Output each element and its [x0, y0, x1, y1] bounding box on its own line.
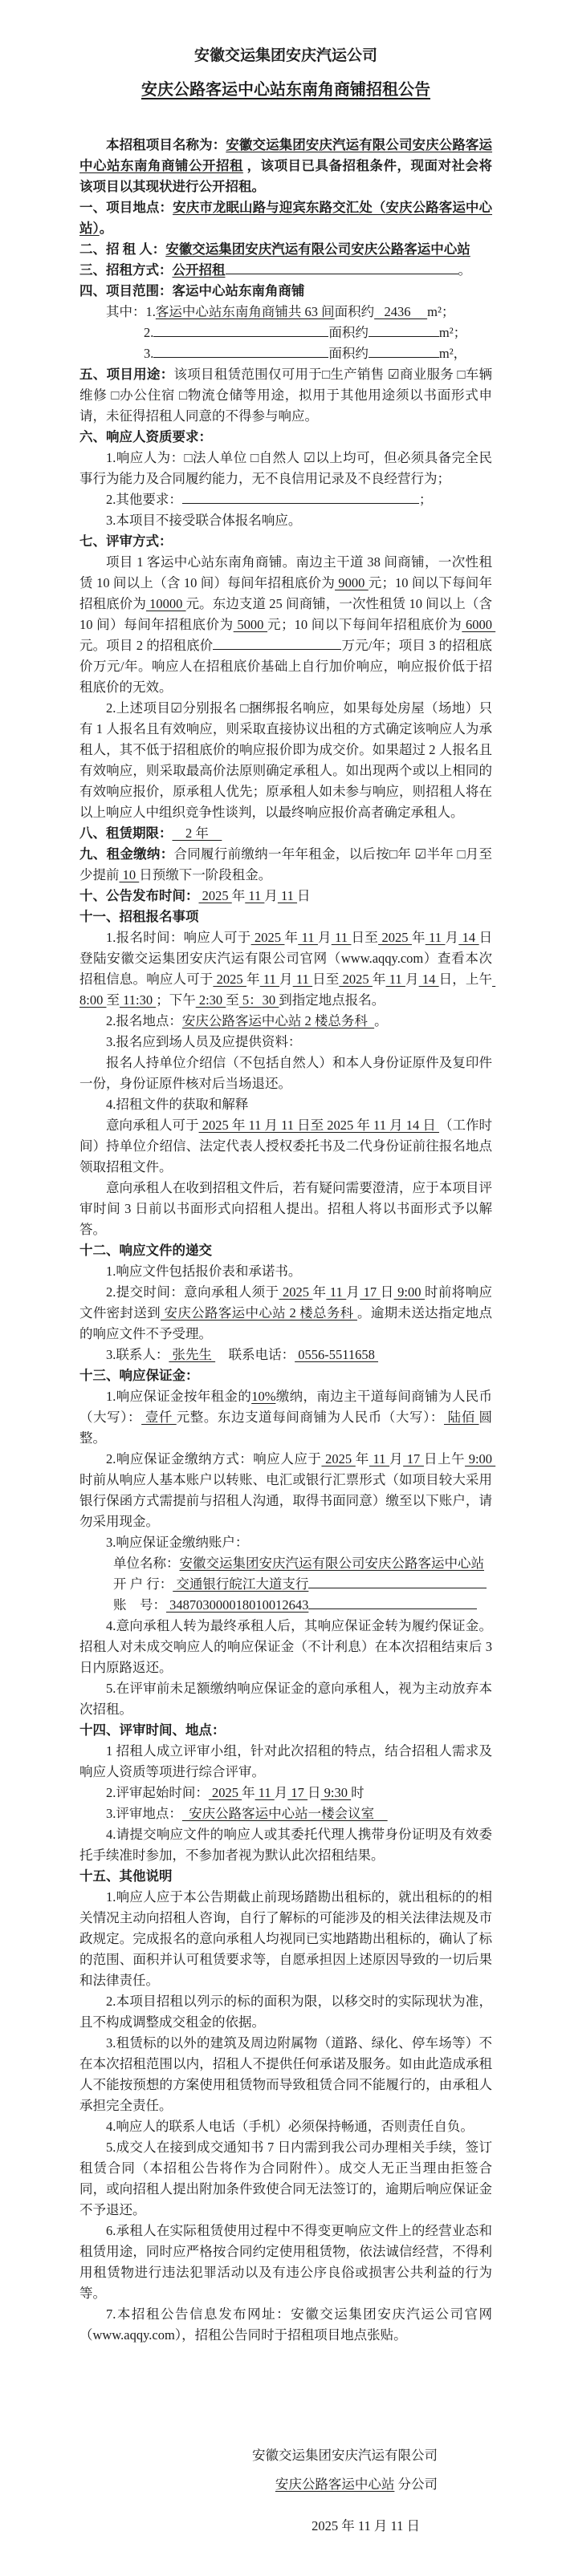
account-bank — [79, 1574, 492, 1595]
text-segment: ；下午 — [156, 992, 196, 1008]
qualification-2 — [79, 489, 492, 510]
text-segment: 11 — [385, 972, 405, 987]
text-segment: 2.上述项目☑分别报名 □捆绑报名响应，如果每处房屋（场地）只有 1 人报名且有效响应，则采取直接协议出租的方式确定该响应人为承租人，其不低于招租底价的响应报价即为成交价。如果超过 2 人报名且有效响应，则采取最高价法原则确定承租人。如出现两个或以上相同的有效响应报价，原承租人优先；原承租人如未参与响应，则招租人将在以上响应人中组织竞争性谈判，以最终响应报价高者确定承租人。 — [79, 700, 492, 820]
text-segment: 3.租赁标的以外的建筑及周边附属物（道路、绿化、停车场等）不在本次招租范围以内，招租人不提供任何承诺及服务。如由此造成承租人不能按预想的方案使用租赁物而导致租赁合同不能履行的，由承租人承担完全责任。 — [79, 2035, 492, 2113]
text-segment: 10000 — [145, 596, 186, 611]
signature-block — [252, 2441, 438, 2541]
text-segment: 壹仟 — [141, 1410, 177, 1425]
text-segment: 5.成交人在接到成交通知书 7 日内需到我公司办理相关手续，签订租赁合同（本招租公告将作为合同附件）。成交人无正当理由拒签合同，或向招租人提出附加条件致使合同无法签订的，逾期后响应保证金不予退还。 — [79, 2140, 492, 2217]
text-segment: 9:00 — [393, 1284, 425, 1300]
submission-1 — [79, 1261, 492, 1282]
text-segment: 项目 1 客运中心站东南角商铺。南边主干道 38 间商铺，一次性租赁 10 间以上（含 10 间）每间年招租底价为 — [79, 554, 492, 590]
text-segment: 2.提交时间：意向承租人须于 — [106, 1284, 279, 1300]
text-segment: 年 — [231, 888, 246, 903]
text-segment: 14 — [418, 972, 439, 987]
text-segment: 八、租赁期限： — [79, 826, 173, 841]
text-segment: 安庆市龙眠山路与迎宾东路交汇处（安庆公路客运中心站） — [79, 200, 493, 236]
text-segment: 月 — [389, 1451, 404, 1466]
section-6-qualifications — [79, 427, 492, 448]
text-segment: 2025 — [279, 1284, 313, 1300]
section-8-lease-term — [79, 823, 492, 844]
section-14-review — [79, 1720, 492, 1741]
other-2-area — [79, 1991, 492, 2033]
signature-company: 安徽交运集团安庆汽运有限公司 — [252, 2448, 438, 2463]
text-segment: 2436 — [374, 304, 428, 319]
text-segment: 面积约 — [328, 346, 369, 361]
text-segment: 公开招租 — [172, 262, 226, 278]
text-segment: 三、招租方式： — [79, 262, 173, 278]
section-1-location — [79, 197, 492, 239]
deposit-1-amount — [79, 1386, 492, 1449]
text-segment: 元整。东边支道每间商铺为人民币（大写）： — [176, 1410, 444, 1425]
text-segment: 。 — [374, 1013, 388, 1028]
evaluation-2 — [79, 698, 492, 823]
text-segment: 意向承租人可于 — [106, 1118, 199, 1133]
text-segment: 11 — [292, 972, 313, 987]
scope-item-3 — [79, 343, 492, 364]
text-segment: 7.本招租公告信息发布网址：安徽交运集团安庆汽运公司官网（www.aqqy.com），招租公告同时于招租项目地点张贴。 — [79, 2306, 492, 2343]
text-segment: 该项目租赁范围仅可用于□生产销售 ☑商业服务 □车辆维修 □办公住宿 □物流仓储等用途，拟用于其他用途须以书面形式申请，未征得招租人同意的不得参与响应。 — [79, 367, 493, 424]
text-segment: 十二、响应文件的递交 — [79, 1243, 212, 1258]
document-body — [79, 135, 496, 2346]
text-segment: 9:00 — [465, 1451, 496, 1466]
text-segment: 10% — [251, 1389, 276, 1404]
text-segment: 11 — [425, 930, 446, 945]
intro-paragraph — [79, 135, 492, 197]
text-segment: 10 — [119, 867, 140, 882]
review-1-panel — [79, 1741, 492, 1783]
text-segment: 单位名称： — [113, 1556, 180, 1571]
registration-4-documents — [79, 1094, 492, 1115]
text-segment: 开 户 行： — [113, 1576, 173, 1592]
signature-branch-name: 安庆公路客运中心站 — [275, 2477, 395, 2492]
text-segment: 月 — [264, 888, 278, 903]
blank-underline — [308, 1596, 477, 1610]
text-segment: 11 — [369, 1451, 390, 1466]
text-segment: 日至 — [312, 972, 340, 987]
section-11-registration — [79, 907, 492, 927]
text-segment: 11 — [277, 888, 298, 903]
text-segment: 4.招租文件的获取和解释 — [106, 1097, 249, 1112]
text-segment: 时前从响应人基本账户以转账、电汇或银行汇票形式（如项目较大采用银行保函方式需提前与招租人沟通，取得书面同意）缴至以下账户，请勿采用现金。 — [79, 1472, 492, 1529]
account-number — [79, 1595, 492, 1616]
text-segment: 安庆公路客运中心站 2 楼总务科 — [181, 1013, 375, 1028]
registration-4-detail-1 — [79, 1115, 492, 1178]
text-segment: 至 — [106, 992, 120, 1008]
text-segment: 2.本项目招租以列示的标的面积为限，以移交时的实际现状为准，且不构成调整成交租金的依据。 — [79, 1994, 492, 2030]
blank-underline — [182, 490, 419, 505]
text-segment: 至 — [226, 992, 239, 1008]
text-segment: 11 — [245, 888, 265, 903]
registration-4-detail-2 — [79, 1178, 492, 1240]
text-segment: 缴纳，南边主干道每间商铺为人民币（大写）： — [79, 1389, 493, 1425]
text-segment: 348703000018010012643 — [166, 1597, 309, 1613]
text-segment: 圆整。 — [79, 1410, 493, 1446]
text-segment: ，该项目已具备招租条件，现面对社会将该项目以其现状进行公开招租。 — [79, 158, 493, 194]
text-segment: 安庆公路客运中心站一楼会议室 — [181, 1806, 388, 1821]
text-segment: 8:00 — [79, 972, 496, 1008]
text-segment: 年 — [411, 930, 426, 945]
text-segment: 2.报名地点： — [106, 1013, 182, 1028]
text-segment: 2025 — [208, 1785, 242, 1800]
text-segment: 11 — [331, 930, 352, 945]
section-3-method — [79, 260, 492, 281]
evaluation-1 — [79, 552, 496, 698]
signature-date: 2025 年 11 月 11 日 — [312, 2518, 420, 2533]
text-segment: 2025 — [250, 930, 285, 945]
text-segment: 3.响应保证金缴纳账户： — [106, 1535, 249, 1550]
section-15-other — [79, 1866, 492, 1887]
text-segment: 2.响应保证金缴纳方式：响应人应于 — [106, 1451, 322, 1466]
text-segment: 1.报名时间：响应人可于 — [106, 930, 251, 945]
text-segment: 2.其他要求： — [106, 492, 182, 507]
section-10-announcement-date — [79, 886, 492, 907]
text-segment: 账 号： — [113, 1597, 166, 1613]
text-segment: 2025 — [339, 972, 373, 987]
text-segment: 9000 — [335, 575, 369, 590]
text-segment: 4.请提交响应文件的响应人或其委托代理人携带身份证明及有效委托手续准时参加，不参加者视为默认此次招租结果。 — [79, 1827, 492, 1863]
text-segment: 十四、评审时间、地点： — [79, 1722, 226, 1738]
section-7-evaluation — [79, 531, 492, 552]
text-segment: 5.在评审前未足额缴纳响应保证金的意向承租人，视为主动放弃本次招租。 — [79, 1681, 492, 1717]
text-segment: 2:30 — [195, 992, 226, 1008]
text-segment: 客运中心站东南角商铺 — [172, 283, 305, 298]
scope-item-1 — [79, 302, 492, 323]
text-segment: 一、项目地点： — [79, 200, 173, 215]
qualification-1 — [79, 448, 492, 489]
review-2-time — [79, 1783, 492, 1803]
text-segment: 十五、其他说明 — [79, 1868, 173, 1884]
text-segment: 17 — [403, 1451, 424, 1466]
text-segment: 3.评审地点： — [106, 1806, 182, 1821]
text-segment: 年 — [284, 930, 299, 945]
text-segment: 2025 — [378, 930, 412, 945]
text-segment: 日 — [307, 1785, 321, 1800]
text-segment: 意向承租人在收到招租文件后，若有疑问需要澄清，应于本项目评审时间 3 日前以书面形式向招租人提出。招租人将以书面形式予以解答。 — [79, 1180, 492, 1237]
text-segment: 报名人持单位介绍信（不包括自然人）和本人身份证原件及复印件一份，身份证原件核对后当场退还。 — [79, 1055, 492, 1091]
other-7-publication — [79, 2304, 492, 2346]
document-content — [79, 45, 496, 2346]
text-segment: 时前将响应文件密封送到 — [79, 1284, 493, 1320]
registration-1-time — [79, 927, 496, 1011]
text-segment: 1.响应人应于本公告期截止前现场踏勘出租标的，就出租标的的相关情况主动向招租人咨询，自行了解标的可能涉及的相关法律法规及市政规定。完成报名的意向承租人均视同已实地踏勘出租标的，确认了标的范围、面积并认可租赁要求等，自愿承担因上述原因导致的一切后果和法律责任。 — [79, 1889, 492, 1988]
blank-underline — [213, 636, 341, 651]
text-segment: 陆佰 — [443, 1410, 479, 1425]
registration-3-materials — [79, 1032, 492, 1053]
text-segment: （工作时间）持单位介绍信、法定代表人授权委托书及二代身份证前往报名地点领取招租文件。 — [79, 1118, 493, 1174]
text-segment: 日 — [297, 888, 311, 903]
text-segment: 11 — [259, 972, 279, 987]
text-segment: 2.评审起始时间： — [106, 1785, 209, 1800]
scope-item-2 — [79, 323, 492, 343]
text-segment: 元。项目 2 的招租底价 — [79, 638, 214, 653]
text-segment: 3.报名应到场人员及应提供资料： — [106, 1034, 302, 1049]
signature-branch-suffix: 分公司 — [394, 2477, 438, 2492]
text-segment: 九、租金缴纳： — [79, 846, 174, 862]
blank-underline — [226, 261, 458, 275]
text-segment: 年 — [242, 1785, 255, 1800]
submission-3-contact — [79, 1345, 492, 1365]
text-segment: 3. — [144, 346, 154, 361]
text-segment: 交通银行皖江大道支行 — [173, 1576, 309, 1592]
text-segment: 十一、招租报名事项 — [79, 909, 199, 924]
other-3-surroundings — [79, 2033, 492, 2116]
text-segment: 。 — [458, 262, 471, 278]
text-segment: 安徽交运集团安庆汽运有限公司安庆公路客运中心站 — [179, 1556, 484, 1571]
blank-underline — [369, 344, 439, 359]
text-segment: 时 — [351, 1785, 364, 1800]
text-segment: 2025 — [198, 888, 232, 903]
other-4-phone — [79, 2116, 492, 2137]
blank-underline — [153, 344, 328, 359]
other-6-usage-restriction — [79, 2221, 492, 2304]
section-12-submission — [79, 1240, 492, 1261]
text-segment: 1.响应保证金按年租金的 — [106, 1389, 252, 1404]
text-segment: 年 — [246, 972, 260, 987]
deposit-4-conversion — [79, 1616, 496, 1678]
section-2-lessor — [79, 239, 492, 260]
text-segment: 2025 年 11 月 11 日至 2025 年 11 月 14 日 — [198, 1118, 439, 1133]
text-segment: 年 — [312, 1284, 327, 1300]
deposit-2-method — [79, 1449, 496, 1532]
text-segment: 月 — [405, 972, 419, 987]
text-segment: 日 — [380, 1284, 394, 1300]
text-segment: 17 — [360, 1284, 381, 1300]
text-segment: 5000 — [233, 617, 268, 632]
text-segment: 十、公告发布时间： — [79, 888, 199, 903]
text-segment: 面积约 — [334, 304, 375, 319]
deposit-5-forfeit — [79, 1678, 492, 1720]
text-segment: 1.响应人为：□法人单位 □自然人 ☑以上均可，但必须具备完全民事行为能力及合同履约能力，无不良信用记录及不良经营行为； — [79, 450, 492, 486]
account-name — [79, 1553, 492, 1574]
submission-2-deadline — [79, 1282, 492, 1345]
text-segment: 17 — [287, 1785, 308, 1800]
text-segment: 0556-5511658 — [295, 1347, 379, 1362]
text-segment: 张先生 — [169, 1347, 216, 1362]
text-segment: 14 — [458, 930, 479, 945]
text-segment: 2. — [144, 325, 154, 340]
text-segment: 五、项目用途： — [79, 367, 174, 382]
text-segment: 月 — [279, 972, 293, 987]
text-segment: 月 — [317, 930, 332, 945]
review-4-attendance — [79, 1824, 492, 1866]
text-segment: 元；10 间以下每间年招租底价为 — [267, 617, 462, 632]
text-segment: m²， — [438, 346, 467, 361]
text-segment: m²； — [427, 304, 455, 319]
registration-3-detail — [79, 1053, 492, 1094]
text-segment: 年 — [372, 972, 386, 987]
text-segment: 5：30 — [238, 992, 279, 1008]
other-1-site-survey — [79, 1887, 492, 1991]
text-segment: 2025 — [321, 1451, 356, 1466]
text-segment: 十三、响应保证金： — [79, 1368, 199, 1383]
text-segment: 月 — [274, 1785, 288, 1800]
text-segment: 本招租项目名称为： — [106, 137, 226, 152]
text-segment: 客运中心站东南角商铺共 63 间 — [155, 304, 335, 319]
text-segment: 日预缴下一阶段租金。 — [139, 867, 272, 882]
blank-underline — [308, 1575, 487, 1589]
text-segment: 11 — [326, 1284, 347, 1300]
section-13-deposit — [79, 1365, 492, 1386]
text-segment: 六、响应人资质要求： — [79, 429, 212, 444]
announcement-title: 安庆公路客运中心站东南角商铺招租公告 — [141, 81, 430, 99]
text-segment: 二、招 租 人： — [79, 241, 166, 257]
text-segment: 元；10 间以下每间年招租底价为 — [79, 575, 493, 611]
text-segment: 11:30 — [119, 992, 157, 1008]
text-segment: 日，上午 — [438, 972, 493, 987]
text-segment: 4.响应人的联系人电话（手机）必须保持畅通，否则责任自负。 — [106, 2119, 474, 2134]
signature-branch — [252, 2470, 438, 2499]
text-segment: 9:30 — [320, 1785, 352, 1800]
qualification-3 — [79, 510, 492, 531]
text-segment: 万元/年；项目 3 的招租底价万元/年。响应人在招租底价基础上自行加价响应，响应报价低于招租底价的无效。 — [79, 638, 493, 695]
text-segment: 2025 — [213, 972, 246, 987]
review-3-place — [79, 1803, 492, 1824]
text-segment: 2 年 — [172, 826, 222, 841]
text-segment: 3.本项目不接受联合体报名响应。 — [106, 513, 302, 528]
section-5-usage — [79, 364, 492, 427]
text-segment: 安庆公路客运中心站 2 楼总务科 — [161, 1305, 357, 1320]
text-segment: 七、评审方式： — [79, 533, 173, 549]
text-segment: 安徽交运集团安庆汽运有限公司安庆公路客运中心站东南角商铺公开招租 — [79, 137, 493, 173]
section-9-rent-payment — [79, 844, 492, 886]
text-segment: 联系电话： — [215, 1347, 295, 1362]
text-segment: 年 — [355, 1451, 369, 1466]
text-segment: ； — [418, 492, 433, 507]
deposit-3-account-heading — [79, 1532, 492, 1553]
text-segment: 其中：1. — [106, 304, 156, 319]
text-segment: 日至 — [351, 930, 379, 945]
text-segment: 6000 — [462, 617, 496, 632]
text-segment: 4.意向承租人转为最终承租人后，其响应保证金转为履约保证金。招租人对未成交响应人的响应保证金（不计利息）在本次招租结束后 3 日内原路返还。 — [79, 1618, 496, 1675]
text-segment: m²； — [438, 325, 467, 340]
text-segment: 月 — [445, 930, 459, 945]
text-segment: 安徽交运集团安庆汽运有限公司安庆公路客运中心站 — [165, 241, 470, 257]
text-segment: 面积约 — [328, 325, 369, 340]
section-4-scope — [79, 281, 492, 302]
text-segment: 11 — [298, 930, 318, 945]
company-title: 安徽交运集团安庆汽运公司 — [193, 47, 377, 64]
text-segment: 日登陆安徽交运集团安庆汽运有限公司官网（www.aqqy.com）查看本次招租信息。响应人可于 — [79, 930, 493, 987]
text-segment: 四、项目范围： — [79, 283, 173, 298]
text-segment: 。 — [99, 221, 113, 236]
text-segment: 。逾期未送达指定地点的响应文件不予受理。 — [79, 1305, 493, 1341]
blank-underline — [369, 323, 439, 338]
text-segment: 6.承租人在实际租赁使用过程中不得变更响应文件上的经营业态和租赁用途，同时应严格按合同约定使用租赁物，依法诚信经营，不得利用租赁物进行违法犯罪活动以及有违公序良俗或损害公共利益的行为等。 — [79, 2223, 492, 2301]
text-segment: 月 — [346, 1284, 360, 1300]
blank-underline — [153, 323, 328, 338]
text-segment: 到指定地点报名。 — [279, 992, 385, 1008]
text-segment: 日上午 — [423, 1451, 466, 1466]
text-segment: 1.响应文件包括报价表和承诺书。 — [106, 1264, 302, 1279]
text-segment: 元。东边支道 25 间商铺，一次性租赁 10 间以上（含 10 间）每间年招租底价为 — [79, 596, 496, 632]
other-5-contract — [79, 2137, 492, 2221]
registration-2-place — [79, 1011, 492, 1032]
text-segment: 合同履行前缴纳一年年租金，以后按□年 ☑半年 □月至少提前 — [79, 846, 493, 882]
text-segment: 11 — [255, 1785, 275, 1800]
text-segment: 3.联系人： — [106, 1347, 169, 1362]
text-segment: 1 招租人成立评审小组，针对此次招租的特点，结合招租人需求及响应人资质等项进行综合评审。 — [79, 1743, 492, 1779]
